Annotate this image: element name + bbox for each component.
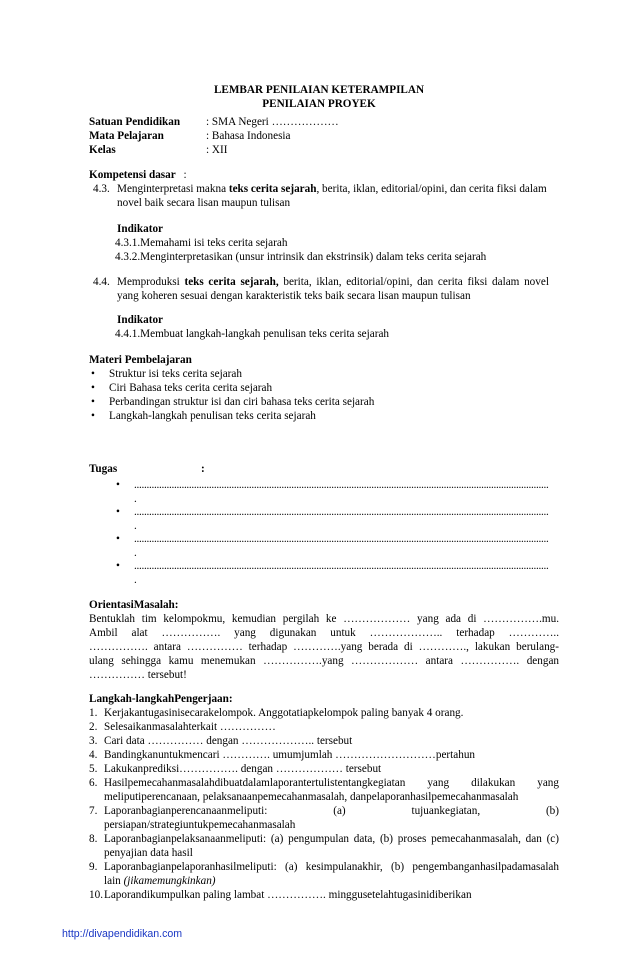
langkah-item-1: Kerjakantugasinisecarakelompok. Anggotatiapkelompok paling banyak 4 orang. — [104, 707, 464, 719]
document-subtitle: PENILAIAN PROYEK — [262, 98, 376, 110]
identity-label-subject: Mata Pelajaran — [89, 130, 164, 142]
materi-heading: Materi Pembelajaran — [89, 354, 192, 366]
langkah-item-8-line2: penyajian data hasil — [104, 847, 193, 859]
tugas-bullet-4: • — [116, 560, 120, 572]
indikator-4-3-2: 4.3.2.Menginterpretasikan (unsur intrinsik dan ekstrinsik) dalam teks cerita sejarah — [115, 251, 487, 263]
tugas-blank-line-4: ...................................................................................................................................................................... — [134, 560, 549, 572]
kompetensi-heading-line — [89, 168, 187, 182]
langkah-num-2: 2. — [89, 721, 98, 733]
orientasi-line-1: Bentuklah tim kelompokmu, kemudian pergilah ke ……………… yang ada di …………….mu. — [89, 613, 559, 625]
identity-label-class: Kelas — [89, 144, 116, 156]
langkah-item-4: Bandingkanuntukmencari …………. umumjumlah ………………………pertahun — [104, 749, 476, 761]
kd-4-4-text — [117, 275, 549, 289]
tugas-heading: Tugas — [89, 463, 118, 475]
materi-bullet-3: • — [91, 396, 95, 408]
materi-bullet-1: • — [91, 368, 95, 380]
tugas-blank-line-2: ...................................................................................................................................................................... — [134, 506, 549, 518]
tugas-bullet-2: • — [116, 506, 120, 518]
langkah-num-8: 8. — [89, 833, 98, 845]
langkah-item-3: Cari data …………… dengan ……………….. tersebut — [104, 735, 353, 747]
tugas-blank-tail-2: . — [134, 520, 137, 532]
tugas-blank-tail-3: . — [134, 547, 137, 559]
langkah-item-7-line2: persiapan/strategiuntukpemecahanmasalah — [104, 819, 296, 831]
langkah-num-4: 4. — [89, 749, 98, 761]
kd-4-4-text-line2: yang koheren sesuai dengan karakteristik teks baik secara lisan maupun tulisan — [117, 290, 471, 302]
tugas-bullet-1: • — [116, 479, 120, 491]
langkah-heading: Langkah-langkahPengerjaan: — [89, 693, 233, 705]
langkah-item-8: Laporanbagianpelaksanaanmeliputi: (a) pengumpulan data, (b) proses pemecahanmasalah, dan (c) — [104, 833, 559, 845]
identity-label-school: Satuan Pendidikan — [89, 116, 181, 128]
langkah-item-5: Lakukanprediksi……………. dengan ……………… tersebut — [104, 763, 382, 775]
kd-4-4-text-pre: Memproduksi — [117, 276, 185, 288]
tugas-blank-tail-4: . — [134, 574, 137, 586]
footer-url-link[interactable]: http://divapendidikan.com — [62, 928, 183, 940]
orientasi-line-5: …………… tersebut! — [89, 669, 187, 681]
kd-4-3-text-bold: teks cerita sejarah — [228, 183, 317, 195]
langkah-item-6: Hasilpemecahanmasalahdibuatdalamlaporantertulistentangkegiatan yang dilakukan yang — [104, 777, 559, 789]
kompetensi-colon: : — [183, 169, 187, 181]
materi-item-4: Langkah-langkah penulisan teks cerita sejarah — [109, 410, 316, 422]
kd-4-3-text — [117, 182, 547, 196]
orientasi-line-2: Ambil alat ……………. yang digunakan untuk ……………….. terhadap ………….. — [89, 627, 559, 639]
kompetensi-heading: Kompetensi dasar — [89, 169, 176, 181]
materi-item-1: Struktur isi teks cerita sejarah — [109, 368, 242, 380]
identity-value-subject: : Bahasa Indonesia — [206, 130, 291, 142]
tugas-blank-line-1: ...................................................................................................................................................................... — [134, 479, 549, 491]
indikator-4-3-1: 4.3.1.Memahami isi teks cerita sejarah — [115, 237, 288, 249]
orientasi-line-4: ulang sehingga kamu menemukan …………….yang ……………… antara ……………. dengan — [89, 655, 559, 667]
orientasi-heading: OrientasiMasalah: — [89, 599, 179, 611]
kd-4-4-text-post: berita, iklan, editorial/opini, dan cerita fiksi dalam novel — [278, 276, 549, 288]
kd-4-3-text-pre: Menginterpretasi makna — [117, 183, 229, 195]
langkah-num-5: 5. — [89, 763, 98, 775]
langkah-item-6-line2: meliputiperencanaan, pelaksanaanpemecahanmasalah, danpelaporanhasilpemecahanmasalah — [104, 791, 519, 803]
indikator-heading-2: Indikator — [117, 314, 164, 326]
kd-4-4-number: 4.4. — [93, 276, 110, 288]
tugas-colon: : — [201, 463, 205, 475]
orientasi-line-3: ……………. antara …………… terhadap ………….yang berada di …………., lakukan berulang- — [89, 641, 559, 653]
langkah-item-2: Selesaikanmasalahterkait …………… — [104, 721, 276, 733]
identity-value-school: : SMA Negeri ……………… — [206, 116, 339, 128]
materi-bullet-4: • — [91, 410, 95, 422]
document-title: LEMBAR PENILAIAN KETERAMPILAN — [213, 84, 425, 96]
langkah-item-9-lain: lain — [104, 875, 121, 887]
langkah-num-3: 3. — [89, 735, 98, 747]
identity-value-class: : XII — [206, 144, 228, 156]
langkah-num-9: 9. — [89, 861, 98, 873]
indikator-heading-1: Indikator — [117, 223, 164, 235]
materi-item-2: Ciri Bahasa teks cerita cerita sejarah — [109, 382, 273, 394]
kd-4-3-text-post: , berita, iklan, editorial/opini, dan cerita fiksi dalam — [316, 183, 547, 195]
langkah-item-10: Laporandikumpulkan paling lambat ……………. minggusetelahtugasinidiberikan — [104, 889, 472, 901]
langkah-item-9-italic: (jikamemungkinkan) — [123, 875, 216, 887]
indikator-4-4-1: 4.4.1.Membuat langkah-langkah penulisan teks cerita sejarah — [115, 328, 390, 340]
tugas-blank-line-3: ...................................................................................................................................................................... — [134, 533, 549, 545]
langkah-num-1: 1. — [89, 707, 98, 719]
langkah-item-9-line2 — [104, 874, 216, 888]
materi-bullet-2: • — [91, 382, 95, 394]
langkah-num-7: 7. — [89, 805, 98, 817]
kd-4-3-number: 4.3. — [93, 183, 110, 195]
langkah-num-10: 10. — [89, 889, 103, 901]
tugas-bullet-3: • — [116, 533, 120, 545]
kd-4-3-text-line2: novel baik secara lisan maupun tulisan — [117, 197, 291, 209]
langkah-item-9: Laporanbagianpelaporanhasilmeliputi: (a) kesimpulanakhir, (b) pengembanganhasilpadamasalah — [104, 861, 559, 873]
tugas-blank-tail-1: . — [134, 493, 137, 505]
langkah-item-7: Laporanbagianperencanaanmeliputi: (a) tujuankegiatan, (b) — [104, 805, 559, 817]
langkah-num-6: 6. — [89, 777, 98, 789]
kd-4-4-text-bold: teks cerita sejarah, — [184, 276, 279, 288]
materi-item-3: Perbandingan struktur isi dan ciri bahasa teks cerita sejarah — [109, 396, 375, 408]
